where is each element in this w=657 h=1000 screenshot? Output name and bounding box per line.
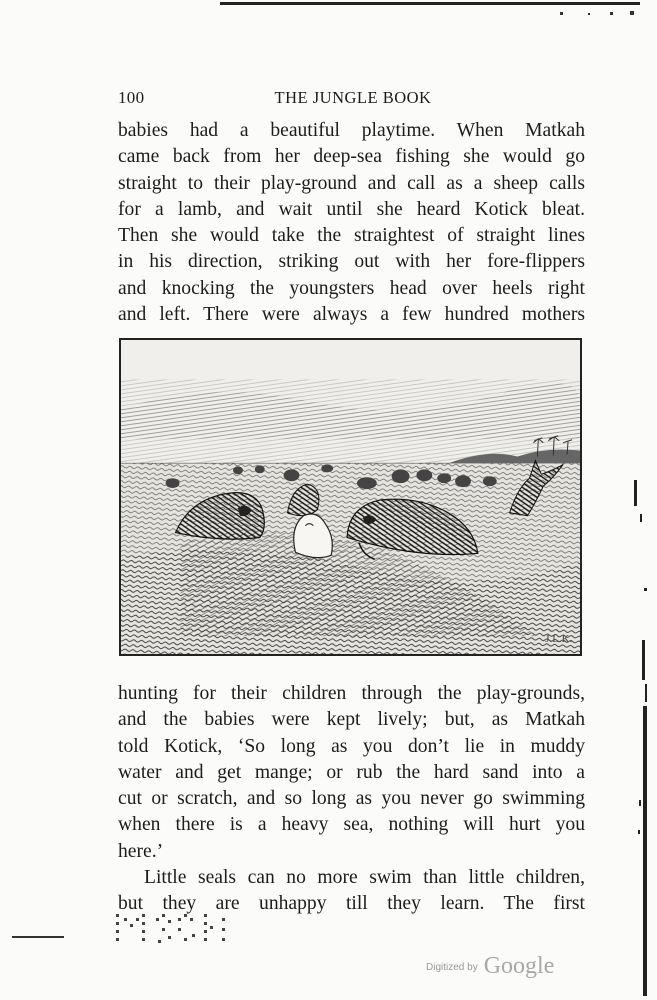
text-line: and knocking the youngsters head over heels right	[118, 277, 585, 299]
text-line: here.’	[118, 840, 164, 862]
text-line: cut or scratch, and so long as you never go swimming	[118, 788, 585, 810]
page-header	[118, 88, 583, 112]
digitized-label: Digitized by	[426, 962, 478, 973]
paragraph-before-illustration	[118, 118, 585, 328]
text-line: hunting for their children through the play-grounds,	[118, 683, 585, 704]
page-number: 100	[118, 88, 145, 107]
margin-dash	[12, 936, 64, 938]
page-edge-marks	[612, 470, 657, 1000]
text-line: Little seals can no more swim than little children,	[144, 867, 585, 889]
top-rule	[220, 2, 640, 5]
text-line: Then she would take the straightest of straight lines	[118, 225, 585, 247]
digitized-watermark	[426, 953, 554, 981]
text-line: came back from her deep-sea fishing she would go	[118, 146, 585, 168]
text-line: but they are unhappy till they learn. The first	[118, 893, 585, 915]
top-rule-specks	[540, 8, 640, 18]
text-line: when there is a heavy sea, nothing will hurt you	[118, 814, 585, 836]
text-line: in his direction, striking out with her fore-flippers	[118, 251, 585, 273]
text-line: for a lamb, and wait until she heard Kotick bleat.	[118, 198, 585, 220]
engraving-seals-in-sea	[121, 340, 580, 654]
running-title: THE JUNGLE BOOK	[274, 88, 432, 107]
text-line: told Kotick, ‘So long as you don’t lie in muddy	[118, 735, 585, 757]
text-line: water and get mange; or rub the hard sand into a	[118, 761, 585, 783]
google-logo: Google	[483, 953, 555, 979]
text-line: and the babies were kept lively; but, as Matkah	[118, 709, 585, 731]
paragraph-after-illustration	[118, 681, 585, 918]
text-line: straight to their play-ground and call as a sheep calls	[118, 172, 585, 194]
illustration-signature: J.L.K.	[545, 633, 573, 646]
text-line: and left. There were always a few hundred mothers	[118, 304, 585, 326]
library-stamp-mark	[112, 908, 242, 954]
text-line: babies had a beautiful playtime. When Matkah	[118, 120, 585, 141]
seal-illustration	[119, 338, 582, 656]
